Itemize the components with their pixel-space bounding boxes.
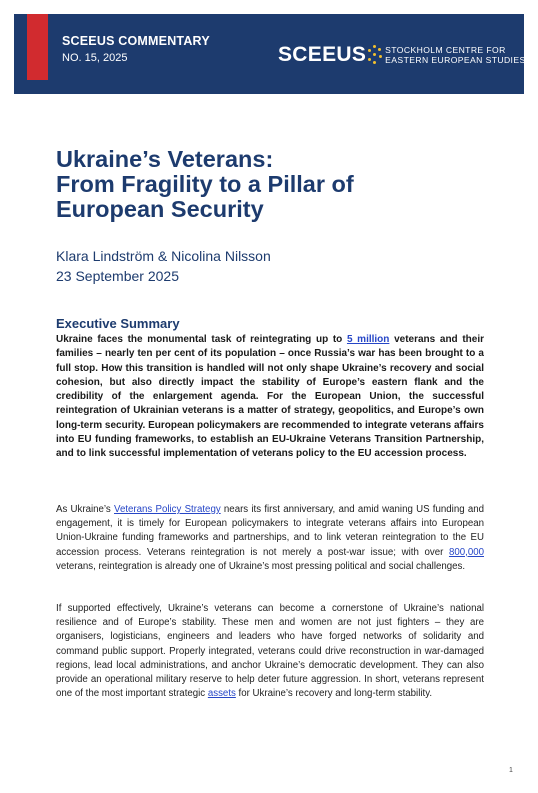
veterans-policy-strategy-link[interactable]: Veterans Policy Strategy (114, 504, 221, 515)
paper-title (56, 147, 496, 222)
title-line-3: European Security (56, 196, 264, 222)
exec-text-part: veterans and their families – nearly ten per cent of its population – once Russia’s war has been brought to a full stop. How this transition is handled will not only shape Ukraine’s recovery and social cohesion, but also directly impact the stability of Europe’s eastern flank and the credibility of the enlargement agenda. For the European Union, the successful reintegration of Ukrainian veterans is a matter of strategy, geopolitics, and Europe’s own long-term security. European policymakers are recommended to integrate veterans affairs into EU funding frameworks, to establish an EU-Ukraine Veterans Transition Partnership, and to link successful implementation of veterans policy to the EU accession process. (56, 334, 484, 460)
authors: Klara Lindström & Nicolina Nilsson (56, 248, 271, 264)
executive-summary-text (56, 333, 484, 462)
title-line-1: Ukraine’s Veterans: (56, 146, 274, 172)
logo-subtitle-line1: STOCKHOLM CENTRE FOR (385, 44, 506, 55)
p2-text: If supported effectively, Ukraine’s veterans can become a cornerstone of Ukraine’s national resilience and of Europe’s stability. These men and women are not just fighters – they are organisers, logisticians, engineers and leaders who have forged networks of solidarity and command public support. Properly integrated, veterans could drive reconstruction in war-damaged regions, lead local administrations, and anchor Ukraine’s democratic development. They can also provide an operational military reserve to help deter future aggression. In short, veterans represent one of the most important strategic (56, 603, 484, 700)
sceeus-logo (278, 43, 526, 67)
p1-text: nears its first anniversary, and amid waning US funding and engagement, it is timely for European policymakers to integrate veterans affairs into European Union-Ukraine funding frameworks and partnerships, and to link veteran reintegration to the EU accession process. Veterans reintegration is not merely a post-war issue; with over (56, 504, 485, 558)
p2-text: for Ukraine’s recovery and long-term stability. (235, 688, 433, 700)
logo-dots-icon (368, 45, 382, 65)
executive-summary-heading: Executive Summary (56, 316, 180, 331)
five-million-link[interactable]: 5 million (346, 334, 390, 345)
logo-subtitle (385, 45, 525, 66)
assets-link[interactable]: assets (207, 688, 236, 700)
publication-date: 23 September 2025 (56, 268, 179, 284)
body-paragraph-1 (56, 503, 484, 574)
logo-wordmark: SCEEUS (278, 43, 367, 66)
series-label: SCEEUS COMMENTARY (62, 34, 210, 48)
logo-subtitle-line2: EASTERN EUROPEAN STUDIES (385, 55, 526, 65)
page-number: 1 (509, 767, 513, 774)
red-accent-tab (27, 14, 48, 80)
title-line-2: From Fragility to a Pillar of (56, 171, 354, 197)
p1-text: As Ukraine’s (56, 504, 115, 515)
exec-text-part: Ukraine faces the monumental task of reintegrating up to (56, 334, 347, 345)
issue-number: NO. 15, 2025 (62, 52, 128, 64)
veterans-count-link[interactable]: 800,000 (448, 546, 484, 558)
p1-text: veterans, reintegration is already one of Ukraine’s most pressing political and social challenges. (56, 560, 466, 572)
body-paragraph-2 (56, 602, 484, 701)
